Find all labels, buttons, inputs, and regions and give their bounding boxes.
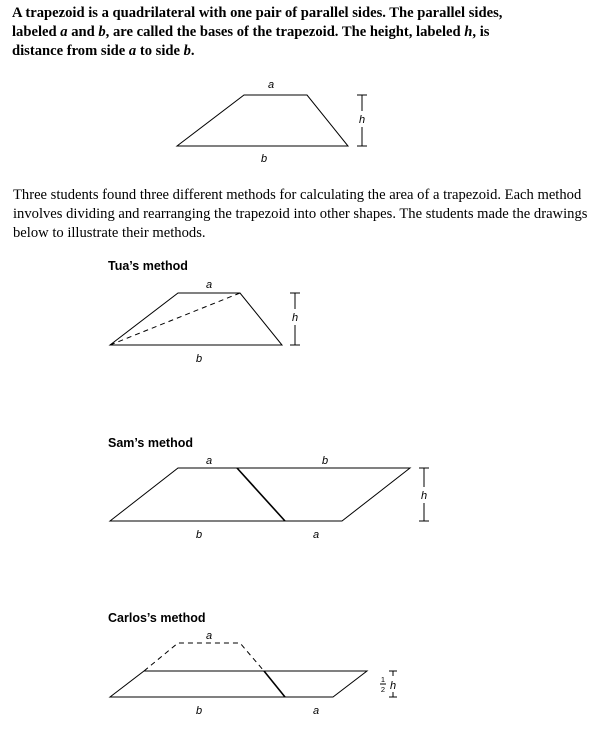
intro-line-1: A trapezoid is a quadrilateral with one pair of parallel sides. The parallel sides, xyxy=(12,5,503,21)
var-a: a xyxy=(60,24,68,40)
carlos-cut-line xyxy=(264,671,285,697)
tua-diagonal xyxy=(110,293,240,345)
carlos-label-b: b xyxy=(195,705,203,717)
carlos-parallelogram xyxy=(110,671,367,697)
carlos-method-title: Carlos’s method xyxy=(108,611,206,625)
carlos-label-a: a xyxy=(205,630,213,642)
carlos-figure xyxy=(110,630,397,717)
tua-label-h: h xyxy=(291,312,299,324)
var-h: h xyxy=(464,24,473,40)
sam-method-title: Sam’s method xyxy=(108,436,193,450)
carlos-half-h-label xyxy=(380,675,396,694)
half-numerator: 1 xyxy=(380,675,386,684)
intro-definition: A trapezoid is a quadrilateral with one pair of parallel sides. The parallel sides, labeled a and b, are called the bases of the trapezoid. The height, labeled h, is distance from side a to side b. xyxy=(12,5,503,59)
trapezoid-figure xyxy=(177,79,367,165)
sam-label-b-top: b xyxy=(321,455,329,467)
label-b: b xyxy=(260,153,268,165)
methods-description: Three students found three different methods for calculating the area of a trapezoid. Each method involves dividing and rearranging the trapezoid into other shapes. The students made the drawings below to illustrate their methods. xyxy=(13,187,588,241)
sam-cut-line xyxy=(237,468,285,521)
carlos-label-a-bottom: a xyxy=(312,705,320,717)
sam-label-a-bottom: a xyxy=(312,529,320,541)
tua-trapezoid xyxy=(110,293,282,345)
sam-figure xyxy=(110,455,429,541)
tua-figure xyxy=(110,279,300,365)
tua-label-b: b xyxy=(195,353,203,365)
var-b: b xyxy=(98,24,106,40)
trapezoid-shape xyxy=(177,95,348,146)
tua-method-title: Tua’s method xyxy=(108,259,188,273)
carlos-label-h: h xyxy=(389,680,397,692)
sam-label-a: a xyxy=(205,455,213,467)
half-denominator: 2 xyxy=(380,685,386,694)
label-a: a xyxy=(267,79,275,91)
sam-label-b-bottom: b xyxy=(195,529,203,541)
label-h: h xyxy=(358,114,366,126)
carlos-dashed-top xyxy=(144,643,264,671)
tua-label-a: a xyxy=(205,279,213,291)
sam-label-h: h xyxy=(420,490,428,502)
